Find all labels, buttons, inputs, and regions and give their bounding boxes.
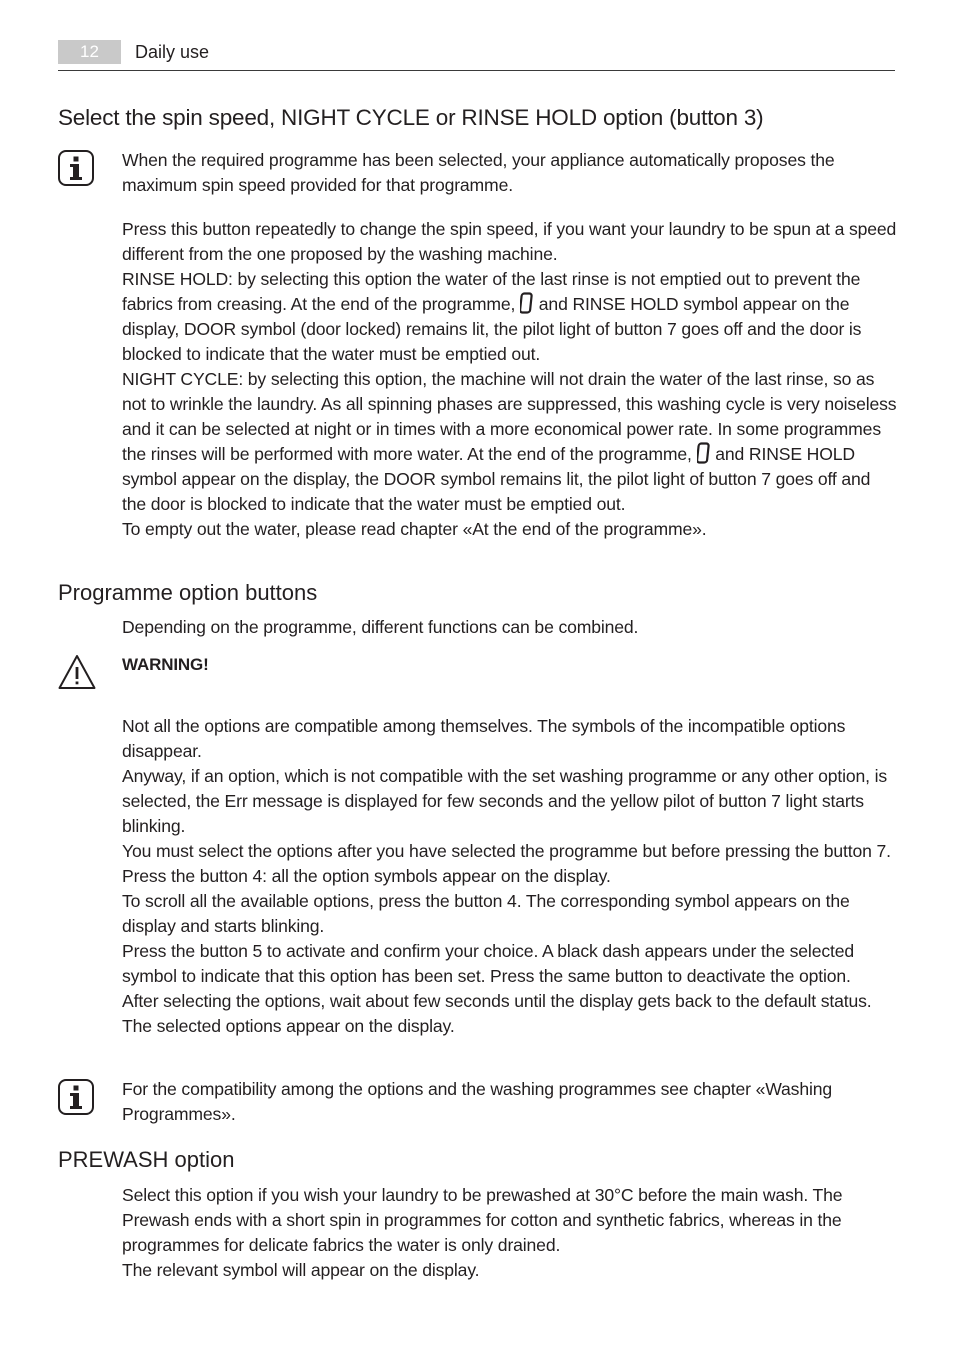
- compatibility-info-note: For the compatibility among the options and the washing programmes see chapter «Washing Programmes».: [122, 1079, 832, 1124]
- section-title-option-buttons: Programme option buttons: [58, 580, 318, 605]
- empty-water-note: To empty out the water, please read chapter «At the end of the programme».: [122, 519, 707, 539]
- section-name: Daily use: [135, 42, 210, 62]
- seven-segment-zero-icon: [697, 442, 711, 464]
- spin-info-note: When the required programme has been selected, your appliance automatically proposes the maximum spin speed provided for that programme.: [122, 150, 835, 195]
- night-cycle-text: NIGHT CYCLE: by selecting this option, the machine will not drain the water of the last rinse, so as not to wrinkle the laundry. As all spinning phases are suppressed, this washing cycle is very noiseless and it can be selected at night or in times with a more economical power rate. In some programmes the rinses will be performed with more water. At the end of the programme, and RINSE HOLD symbol appear on the display, the DOOR symbol remains lit, the pilot light of button 7 goes off and the door is blocked to indicate that the water must be emptied out.: [122, 369, 897, 514]
- rinse-hold-text: RINSE HOLD: by selecting this option the water of the last rinse is not emptied out to prevent the fabrics from creasing. At the end of the programme, and RINSE HOLD symbol appear on the display, DOOR symbol (door locked) remains lit, the pilot light of button 7 goes off and the door is blocked to indicate that the water must be emptied out.: [122, 269, 862, 364]
- section-title-prewash: PREWASH option: [58, 1147, 235, 1172]
- option-intro: Depending on the programme, different functions can be combined.: [122, 617, 639, 637]
- section-title-spin-speed: Select the spin speed, NIGHT CYCLE or RINSE HOLD option (button 3): [58, 105, 764, 130]
- spin-press-text: Press this button repeatedly to change the spin speed, if you want your laundry to be spun at a speed different from the one proposed by the washing machine.: [122, 219, 897, 264]
- warning-label: WARNING!: [122, 655, 209, 674]
- warning-icon: [58, 654, 96, 690]
- spin-speed-body: [122, 217, 897, 542]
- info-icon: [58, 150, 94, 186]
- seven-segment-zero-icon: [520, 292, 534, 314]
- page-number: 12: [58, 40, 121, 64]
- prewash-body: Select this option if you wish your laundry to be prewashed at 30°C before the main wash. The Prewash ends with a short spin in programmes for cotton and synthetic fabrics, whereas in the programmes for delicate fabrics the water is only drained. The relevant symbol will appear on the display.: [122, 1185, 843, 1280]
- info-icon: [58, 1079, 94, 1115]
- page-header: [58, 40, 895, 71]
- warning-body: Not all the options are compatible among themselves. The symbols of the incompatible options disappear. Anyway, if an option, which is not compatible with the set washing programme or any other option, is selected, the Err message is displayed for few seconds and the yellow pilot of button 7 light starts blinking. You must select the options after you have selected the programme but before pressing the button 7. Press the button 4: all the option symbols appear on the display. To scroll all the available options, press the button 4. The corresponding symbol appears on the display and starts blinking. Press the button 5 to activate and confirm your choice. A black dash appears under the selected symbol to indicate that this option has been set. Press the same button to deactivate the option. After selecting the options, wait about few seconds until the display gets back to the default status. The selected options appear on the display.: [122, 716, 891, 1036]
